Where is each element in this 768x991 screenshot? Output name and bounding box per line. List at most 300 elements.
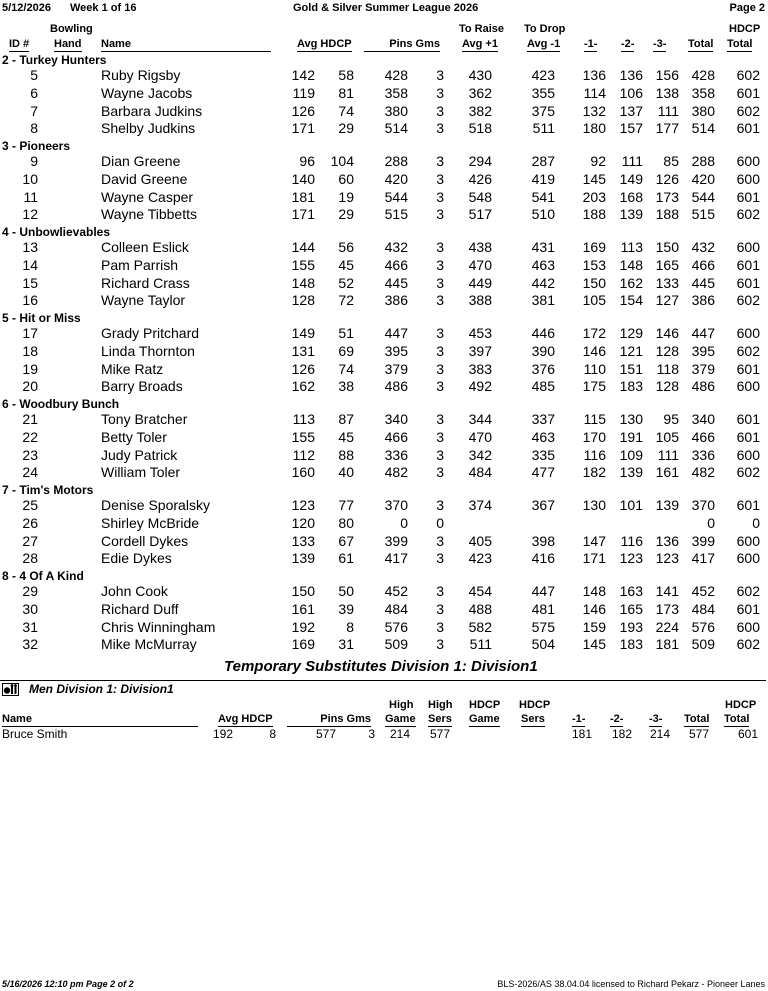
bowler-pins: 288 bbox=[384, 153, 408, 169]
bowler-id: 16 bbox=[22, 292, 38, 309]
bowler-pins: 514 bbox=[384, 120, 408, 137]
bowler-hdcp-total: 602 bbox=[736, 464, 760, 481]
bowler-to-drop: 337 bbox=[531, 411, 555, 427]
bowler-games: 3 bbox=[436, 188, 444, 205]
bowler-to-drop: 504 bbox=[531, 636, 555, 653]
col-game1: -1- bbox=[584, 38, 598, 50]
bowler-to-raise: 430 bbox=[468, 67, 492, 83]
bowler-name: Tony Bratcher bbox=[101, 411, 188, 427]
col-drop-line2: Avg -1 bbox=[527, 38, 561, 50]
bowler-total: 336 bbox=[691, 446, 715, 463]
bowler-row bbox=[0, 464, 768, 482]
bowler-game2: 109 bbox=[619, 446, 643, 463]
bowler-game3: 188 bbox=[655, 206, 679, 223]
bowler-games: 3 bbox=[436, 84, 444, 101]
bowler-game1: 153 bbox=[582, 256, 606, 273]
bowler-handicap: 45 bbox=[338, 428, 354, 445]
bowler-name: Richard Duff bbox=[101, 600, 179, 617]
bowler-name: Colleen Eslick bbox=[101, 239, 189, 255]
bowler-to-drop: 463 bbox=[531, 428, 555, 445]
bowler-game2: 149 bbox=[619, 170, 643, 187]
bowler-handicap: 45 bbox=[338, 256, 354, 273]
col-pins-gms: Pins Gms bbox=[364, 37, 440, 52]
bowler-game3: 173 bbox=[655, 188, 679, 205]
bowler-to-drop: 481 bbox=[531, 600, 555, 617]
bowler-id: 29 bbox=[22, 583, 38, 599]
bowler-pins: 0 bbox=[400, 514, 408, 531]
bowler-pins: 486 bbox=[384, 378, 408, 395]
bowler-game3: 173 bbox=[655, 600, 679, 617]
bowler-pins: 466 bbox=[384, 428, 408, 445]
bowler-hdcp-total: 601 bbox=[736, 497, 760, 513]
bowler-handicap: 74 bbox=[338, 102, 354, 119]
bowler-row bbox=[0, 239, 768, 257]
bowler-pins: 452 bbox=[384, 583, 408, 599]
bowler-game2: 137 bbox=[619, 102, 643, 119]
bowler-id: 11 bbox=[23, 188, 38, 205]
bowler-game1: 159 bbox=[582, 618, 606, 635]
bowler-average: 162 bbox=[291, 378, 315, 395]
bowler-name: Dian Greene bbox=[101, 153, 181, 169]
bowler-name: Mike McMurray bbox=[101, 636, 197, 653]
bowler-game3: 127 bbox=[655, 292, 679, 309]
bowler-game1: 92 bbox=[590, 153, 606, 169]
bowler-hdcp-total: 602 bbox=[736, 342, 760, 359]
bowler-hdcp-total: 602 bbox=[736, 67, 760, 83]
bowler-average: 181 bbox=[291, 188, 315, 205]
bowler-to-raise: 397 bbox=[468, 342, 492, 359]
bowler-total: 515 bbox=[691, 206, 715, 223]
bowler-pins: 340 bbox=[384, 411, 408, 427]
bowler-handicap: 31 bbox=[338, 636, 354, 653]
bowler-average: 128 bbox=[291, 292, 315, 309]
bowler-to-drop: 575 bbox=[531, 618, 555, 635]
bowler-id: 19 bbox=[22, 360, 38, 377]
bowler-to-drop: 446 bbox=[531, 325, 555, 341]
bowler-total: 417 bbox=[691, 550, 715, 567]
bowler-row bbox=[0, 497, 768, 515]
bowler-pins: 428 bbox=[384, 67, 408, 83]
bowler-average: 139 bbox=[291, 550, 315, 567]
report-date: 5/12/2026 bbox=[2, 2, 51, 14]
bowler-hdcp-total: 600 bbox=[736, 532, 760, 549]
bowler-pins: 399 bbox=[384, 532, 408, 549]
bowler-name: Mike Ratz bbox=[101, 360, 164, 377]
bowler-game2: 163 bbox=[619, 583, 643, 599]
bowler-to-raise: 517 bbox=[468, 206, 492, 223]
bowler-game3: 146 bbox=[655, 325, 679, 341]
bowler-row bbox=[0, 120, 768, 138]
bowler-id: 26 bbox=[22, 514, 38, 531]
col-raise-line2: Avg +1 bbox=[462, 38, 498, 50]
sub-games: 3 bbox=[368, 727, 375, 741]
bowler-games: 3 bbox=[436, 274, 444, 291]
team-header: 3 - Pioneers bbox=[2, 139, 71, 153]
bowler-to-raise: 488 bbox=[468, 600, 492, 617]
bowler-games: 3 bbox=[436, 256, 444, 273]
bowler-hdcp-total: 601 bbox=[736, 428, 760, 445]
bowler-to-drop: 463 bbox=[531, 256, 555, 273]
bowler-name: Wayne Tibbetts bbox=[101, 206, 197, 223]
footer-timestamp: 5/16/2026 12:10 pm Page 2 of 2 bbox=[2, 979, 134, 989]
page-number: Page 2 bbox=[729, 2, 765, 14]
sub-col-avg-hdcp: Avg HDCP bbox=[218, 713, 273, 725]
bowler-games: 3 bbox=[436, 464, 444, 481]
bowler-id: 7 bbox=[30, 102, 38, 119]
col-name: Name bbox=[101, 37, 271, 52]
bowler-row bbox=[0, 636, 768, 654]
sub-game2: 182 bbox=[611, 727, 632, 741]
bowler-handicap: 40 bbox=[338, 464, 354, 481]
bowler-hdcp-total: 601 bbox=[736, 411, 760, 427]
bowler-id: 24 bbox=[22, 464, 38, 481]
bowler-id: 25 bbox=[22, 497, 38, 513]
bowler-to-raise: 511 bbox=[469, 636, 492, 653]
bowler-games: 3 bbox=[436, 618, 444, 635]
bowler-to-drop: 390 bbox=[531, 342, 555, 359]
bowler-games: 3 bbox=[436, 342, 444, 359]
bowler-handicap: 39 bbox=[338, 600, 354, 617]
bowler-game1: 170 bbox=[582, 428, 606, 445]
bowler-game3: 128 bbox=[655, 342, 679, 359]
bowler-total: 514 bbox=[691, 120, 715, 137]
bowler-average: 171 bbox=[291, 120, 315, 137]
sub-game1: 181 bbox=[571, 727, 592, 741]
sub-hdcp-total: 601 bbox=[737, 727, 758, 741]
bowler-total: 509 bbox=[691, 636, 715, 653]
bowler-pins: 380 bbox=[384, 102, 408, 119]
col-game3: -3- bbox=[653, 38, 667, 50]
bowler-name: Barry Broads bbox=[101, 378, 183, 395]
col-hdcp-total-line2: Total bbox=[727, 38, 753, 50]
bowler-average: 142 bbox=[291, 67, 315, 83]
bowler-average: 155 bbox=[291, 428, 315, 445]
bowler-pins: 515 bbox=[384, 206, 408, 223]
bowler-name: Shelby Judkins bbox=[101, 120, 196, 137]
bowler-average: 160 bbox=[291, 464, 315, 481]
sub-col-hdcp-game-2: Game bbox=[469, 713, 500, 725]
bowler-name: Linda Thornton bbox=[101, 342, 195, 359]
bowler-game3: 136 bbox=[655, 532, 679, 549]
bowler-row bbox=[0, 601, 768, 619]
bowler-hdcp-total: 600 bbox=[736, 153, 760, 169]
bowler-hdcp-total: 602 bbox=[736, 206, 760, 223]
bowler-game1: 130 bbox=[582, 497, 606, 513]
bowler-game1: 116 bbox=[583, 446, 606, 463]
bowler-to-drop: 355 bbox=[531, 84, 555, 101]
bowler-pins: 370 bbox=[384, 497, 408, 513]
bowler-id: 12 bbox=[22, 206, 38, 223]
bowler-game1: 180 bbox=[582, 120, 606, 137]
bowler-game1: 114 bbox=[583, 84, 606, 101]
bowler-to-drop: 511 bbox=[532, 120, 555, 137]
bowler-to-drop: 335 bbox=[531, 446, 555, 463]
bowler-row bbox=[0, 447, 768, 465]
bowler-average: 113 bbox=[292, 411, 315, 427]
bowler-handicap: 88 bbox=[338, 446, 354, 463]
bowler-hdcp-total: 602 bbox=[736, 583, 760, 599]
bowler-game2: 111 bbox=[621, 153, 643, 169]
bowler-to-drop: 510 bbox=[531, 206, 555, 223]
bowler-game3: 165 bbox=[655, 256, 679, 273]
bowler-pins: 466 bbox=[384, 256, 408, 273]
bowler-name: William Toler bbox=[101, 464, 181, 481]
bowler-hdcp-total: 601 bbox=[736, 120, 760, 137]
bowler-average: 126 bbox=[291, 102, 315, 119]
bowler-to-drop: 381 bbox=[531, 292, 555, 309]
bowler-game1: 132 bbox=[582, 102, 606, 119]
bowler-handicap: 8 bbox=[346, 618, 354, 635]
bowler-total: 380 bbox=[691, 102, 715, 119]
bowler-pins: 379 bbox=[384, 360, 408, 377]
bowler-pins: 576 bbox=[384, 618, 408, 635]
bowler-game2: 151 bbox=[619, 360, 643, 377]
bowler-total: 0 bbox=[707, 514, 715, 531]
team-header: 4 - Unbowlievables bbox=[2, 225, 111, 239]
bowler-game1: 171 bbox=[582, 550, 606, 567]
bowler-name: David Greene bbox=[101, 170, 188, 187]
bowler-average: 155 bbox=[291, 256, 315, 273]
bowler-hdcp-total: 600 bbox=[736, 550, 760, 567]
bowler-handicap: 104 bbox=[330, 153, 354, 169]
bowler-to-drop: 367 bbox=[531, 497, 555, 513]
bowler-hdcp-total: 601 bbox=[736, 274, 760, 291]
bowler-game2: 154 bbox=[619, 292, 643, 309]
bowler-row bbox=[0, 103, 768, 121]
bowler-total: 484 bbox=[691, 600, 715, 617]
bowler-handicap: 50 bbox=[338, 583, 354, 599]
bowler-pins: 417 bbox=[384, 550, 408, 567]
team-header: 5 - Hit or Miss bbox=[2, 311, 81, 325]
bowler-game2: 116 bbox=[620, 532, 643, 549]
bowler-game2: 130 bbox=[619, 411, 643, 427]
bowler-game3: 139 bbox=[655, 497, 679, 513]
bowler-game1: 136 bbox=[582, 67, 606, 83]
bowler-to-raise: 362 bbox=[468, 84, 492, 101]
bowler-average: 96 bbox=[299, 153, 315, 169]
bowler-id: 32 bbox=[22, 636, 38, 653]
sub-high-sers: 577 bbox=[429, 727, 450, 741]
bowler-id: 27 bbox=[22, 532, 38, 549]
bowler-game3: 111 bbox=[657, 446, 679, 463]
bowler-row bbox=[0, 583, 768, 601]
bowler-pins: 445 bbox=[384, 274, 408, 291]
bowler-game1: 115 bbox=[583, 411, 606, 427]
sub-name: Bruce Smith bbox=[2, 727, 68, 741]
bowler-pins: 358 bbox=[384, 84, 408, 101]
bowler-game3: 138 bbox=[655, 84, 679, 101]
bowler-id: 5 bbox=[30, 67, 38, 83]
bowler-to-raise: 492 bbox=[468, 378, 492, 395]
bowler-name: Edie Dykes bbox=[101, 550, 172, 567]
team-header: 6 - Woodbury Bunch bbox=[2, 397, 120, 411]
bowler-to-raise: 344 bbox=[468, 411, 492, 427]
bowler-game2: 106 bbox=[619, 84, 643, 101]
bowler-average: 150 bbox=[291, 583, 315, 599]
bowler-row bbox=[0, 206, 768, 224]
bowler-game2: 113 bbox=[620, 239, 643, 255]
bowler-row bbox=[0, 275, 768, 293]
bowler-handicap: 69 bbox=[338, 342, 354, 359]
bowler-game3: 150 bbox=[655, 239, 679, 255]
bowler-handicap: 74 bbox=[338, 360, 354, 377]
bowler-total: 428 bbox=[691, 67, 715, 83]
bowler-row bbox=[0, 619, 768, 637]
bowler-game2: 129 bbox=[619, 325, 643, 341]
bowler-total: 370 bbox=[691, 497, 715, 513]
bowler-game3: 133 bbox=[655, 274, 679, 291]
bowler-to-raise: 342 bbox=[468, 446, 492, 463]
bowler-game3: 156 bbox=[655, 67, 679, 83]
bowler-to-raise: 582 bbox=[468, 618, 492, 635]
bowler-game3: 105 bbox=[655, 428, 679, 445]
temp-subs-section-label: Men Division 1: Division1 bbox=[29, 682, 174, 696]
bowler-name: Pam Parrish bbox=[101, 256, 179, 273]
bowler-game1: 146 bbox=[582, 342, 606, 359]
bowler-id: 13 bbox=[22, 239, 38, 255]
bowler-average: 120 bbox=[291, 514, 315, 531]
bowler-to-raise: 423 bbox=[468, 550, 492, 567]
sub-col-high-sers-1: High bbox=[428, 699, 453, 711]
bowler-row bbox=[0, 153, 768, 171]
bowler-total: 452 bbox=[691, 583, 715, 599]
sub-col-hdcp-sers-2: Sers bbox=[521, 713, 545, 725]
bowler-total: 482 bbox=[691, 464, 715, 481]
bowler-handicap: 19 bbox=[338, 188, 354, 205]
bowler-game3: 177 bbox=[655, 120, 679, 137]
bowler-game3: 128 bbox=[655, 378, 679, 395]
col-hdcp-total-line1: HDCP bbox=[729, 23, 761, 35]
bowler-row bbox=[0, 325, 768, 343]
bowler-row bbox=[0, 533, 768, 551]
bowler-to-drop: 423 bbox=[531, 67, 555, 83]
bowler-handicap: 58 bbox=[338, 67, 354, 83]
bowler-games: 3 bbox=[436, 360, 444, 377]
bowler-handicap: 77 bbox=[338, 497, 354, 513]
bowler-handicap: 67 bbox=[338, 532, 354, 549]
bowler-games: 3 bbox=[436, 600, 444, 617]
bowler-game2: 139 bbox=[619, 206, 643, 223]
bowler-game2: 191 bbox=[619, 428, 643, 445]
sub-col-game3: -3- bbox=[649, 713, 663, 725]
bowler-average: 161 bbox=[291, 600, 315, 617]
bowler-id: 14 bbox=[22, 256, 38, 273]
bowler-game1: 203 bbox=[582, 188, 606, 205]
bowler-to-raise: 518 bbox=[468, 120, 492, 137]
sub-row bbox=[0, 727, 768, 745]
bowler-name: Shirley McBride bbox=[101, 514, 200, 531]
bowler-game2: 148 bbox=[619, 256, 643, 273]
bowler-total: 340 bbox=[691, 411, 715, 427]
bowler-pins: 395 bbox=[384, 342, 408, 359]
bowler-handicap: 61 bbox=[338, 550, 354, 567]
bowler-row bbox=[0, 67, 768, 85]
bowler-game3: 95 bbox=[663, 411, 679, 427]
bowler-game3: 123 bbox=[655, 550, 679, 567]
bowler-game2: 183 bbox=[619, 636, 643, 653]
bowler-game2: 123 bbox=[619, 550, 643, 567]
bowler-games: 3 bbox=[436, 446, 444, 463]
league-title: Gold & Silver Summer League 2026 bbox=[293, 2, 479, 14]
bowler-to-drop: 431 bbox=[531, 239, 555, 255]
temp-subs-title: Temporary Substitutes Division 1: Division1 bbox=[224, 658, 538, 675]
bowler-row bbox=[0, 171, 768, 189]
bowler-to-raise: 405 bbox=[468, 532, 492, 549]
bowler-average: 119 bbox=[292, 84, 315, 101]
bowler-game2: 139 bbox=[619, 464, 643, 481]
bowler-to-raise: 383 bbox=[468, 360, 492, 377]
sub-game3: 214 bbox=[649, 727, 670, 741]
bowler-game2: 157 bbox=[619, 120, 643, 137]
bowler-id: 10 bbox=[22, 170, 38, 187]
bowler-game3: 111 bbox=[657, 102, 679, 119]
bowler-game2: 162 bbox=[619, 274, 643, 291]
bowler-row bbox=[0, 429, 768, 447]
bowler-hdcp-total: 0 bbox=[752, 514, 760, 531]
bowler-handicap: 60 bbox=[338, 170, 354, 187]
bowler-average: 171 bbox=[291, 206, 315, 223]
col-drop-line1: To Drop bbox=[524, 23, 566, 35]
bowler-to-raise: 470 bbox=[468, 428, 492, 445]
bowler-name: Wayne Casper bbox=[101, 188, 194, 205]
bowler-id: 15 bbox=[22, 274, 38, 291]
bowler-games: 3 bbox=[436, 411, 444, 427]
bowler-name: Judy Patrick bbox=[101, 446, 178, 463]
bowler-total: 395 bbox=[691, 342, 715, 359]
bowler-id: 9 bbox=[30, 153, 38, 169]
bowler-hdcp-total: 600 bbox=[736, 618, 760, 635]
bowler-id: 6 bbox=[30, 84, 38, 101]
sub-col-hdcp-total-2: Total bbox=[724, 713, 750, 725]
sub-col-game2: -2- bbox=[610, 713, 624, 725]
bowler-game1: 148 bbox=[582, 583, 606, 599]
bowler-name: Barbara Judkins bbox=[101, 102, 203, 119]
bowler-name: Cordell Dykes bbox=[101, 532, 189, 549]
bowler-average: 149 bbox=[291, 325, 315, 341]
bowler-game3: 141 bbox=[655, 583, 679, 599]
sub-col-game1: -1- bbox=[572, 713, 586, 725]
bowler-games: 0 bbox=[436, 514, 444, 531]
bowler-average: 133 bbox=[291, 532, 315, 549]
bowler-pins: 509 bbox=[384, 636, 408, 653]
bowler-total: 544 bbox=[691, 188, 715, 205]
bowler-games: 3 bbox=[436, 153, 444, 169]
bowler-hdcp-total: 601 bbox=[736, 84, 760, 101]
bowler-average: 131 bbox=[291, 342, 315, 359]
bowler-handicap: 29 bbox=[338, 120, 354, 137]
bowler-hdcp-total: 602 bbox=[736, 292, 760, 309]
bowler-game1: 188 bbox=[582, 206, 606, 223]
bowler-game1: 110 bbox=[583, 360, 606, 377]
bowler-to-raise: 453 bbox=[468, 325, 492, 341]
sub-col-high-game-2: Game bbox=[385, 713, 416, 725]
bowler-total: 466 bbox=[691, 428, 715, 445]
bowler-pins: 447 bbox=[384, 325, 408, 341]
sub-col-total: Total bbox=[684, 713, 710, 725]
bowler-row bbox=[0, 257, 768, 275]
bowler-pins: 420 bbox=[384, 170, 408, 187]
bowler-to-drop: 375 bbox=[531, 102, 555, 119]
bowler-hdcp-total: 601 bbox=[736, 360, 760, 377]
sub-col-hdcp-game-1: HDCP bbox=[469, 699, 501, 711]
bowler-game2: 101 bbox=[619, 497, 643, 513]
bowler-game3: 181 bbox=[655, 636, 679, 653]
col-hand-line2: Hand bbox=[54, 38, 82, 50]
bowler-row bbox=[0, 85, 768, 103]
team-header: 2 - Turkey Hunters bbox=[2, 53, 107, 67]
bowler-pins: 432 bbox=[384, 239, 408, 255]
bowler-game1: 147 bbox=[582, 532, 606, 549]
